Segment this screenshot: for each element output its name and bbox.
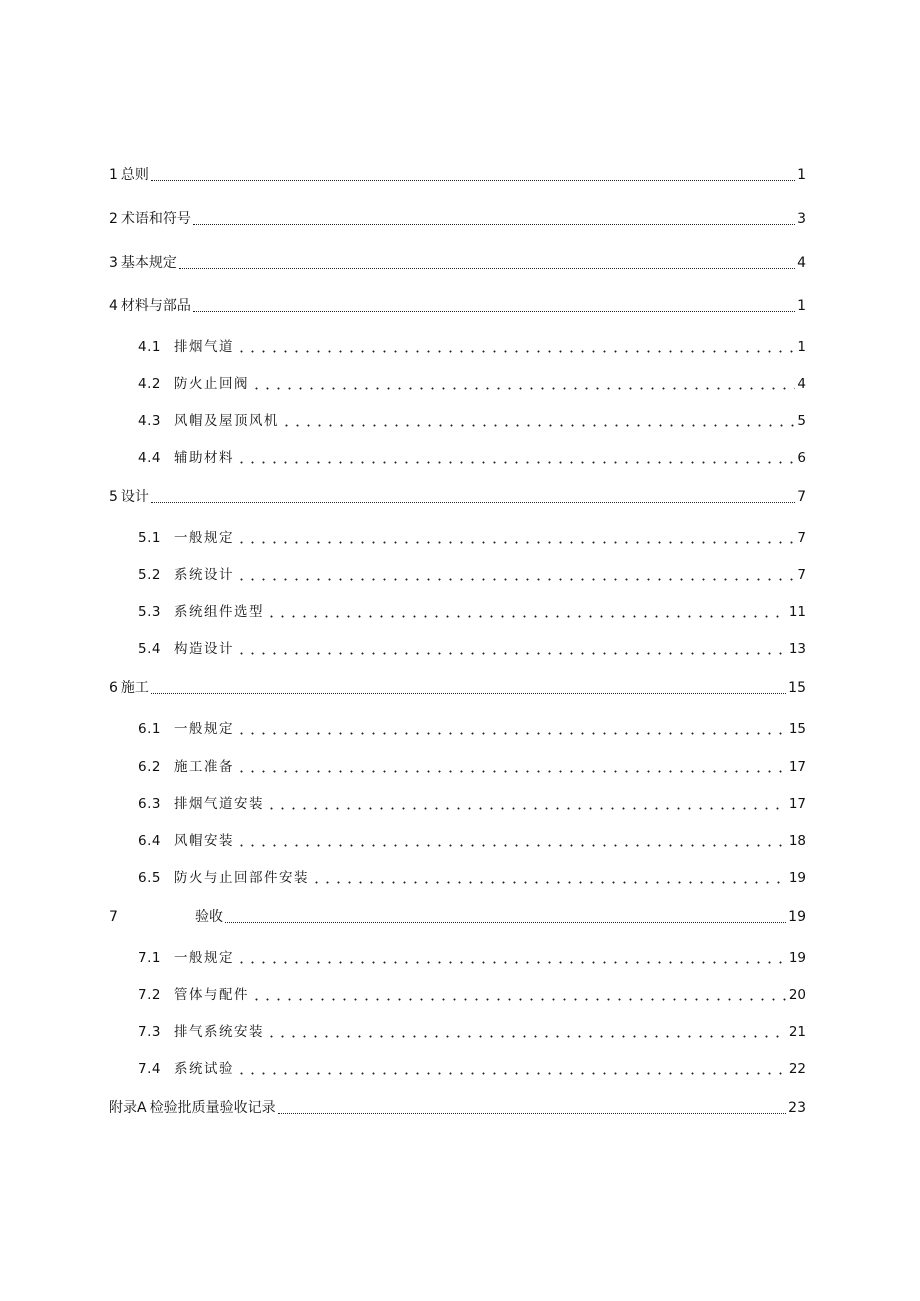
toc-entry-appendix-a[interactable] [109, 1097, 806, 1119]
toc-entry-number: 3 [109, 255, 118, 271]
toc-dot-leader [236, 732, 787, 735]
toc-entry-label [109, 295, 191, 315]
toc-entry-page: 1 [797, 339, 806, 355]
toc-dot-leader [151, 692, 786, 694]
toc-entry-title: 排烟气道安装 [174, 796, 264, 812]
toc-entry-label [138, 563, 234, 583]
toc-dot-leader [266, 807, 787, 810]
toc-entry-page: 7 [797, 530, 806, 546]
toc-entry-number: 7 [109, 909, 118, 925]
toc-entry-page: 21 [788, 1024, 806, 1040]
toc-entry-section-5-2[interactable] [138, 563, 806, 585]
toc-entry-title: 一般规定 [174, 950, 234, 966]
toc-entry-number: 6 [109, 680, 118, 696]
toc-entry-label [138, 792, 264, 812]
toc-entry-section-7-3[interactable] [138, 1020, 806, 1042]
toc-dot-leader [251, 998, 787, 1001]
toc-entry-number: 6.2 [138, 759, 161, 775]
toc-dot-leader [236, 844, 787, 847]
toc-entry-page: 22 [788, 1061, 806, 1077]
toc-dot-leader [236, 541, 795, 544]
toc-entry-label [138, 717, 234, 737]
toc-entry-title: 验收 [195, 909, 223, 925]
toc-entry-number: 7.4 [138, 1061, 161, 1077]
toc-entry-label [138, 637, 234, 657]
toc-entry-label [109, 1097, 276, 1117]
toc-entry-chapter-5[interactable] [109, 486, 806, 508]
toc-dot-leader [193, 223, 795, 225]
toc-entry-title: 施工 [120, 680, 149, 696]
toc-entry-page: 19 [788, 909, 806, 925]
toc-entry-label [109, 252, 177, 272]
toc-entry-title: 系统设计 [174, 567, 234, 583]
toc-entry-section-6-3[interactable] [138, 792, 806, 814]
toc-entry-label [109, 486, 149, 506]
toc-entry-label [138, 446, 234, 466]
toc-entry-number: 7.2 [138, 987, 161, 1003]
toc-entry-label [138, 372, 249, 392]
toc-entry-label [138, 600, 264, 620]
toc-dot-leader [311, 881, 787, 884]
toc-entry-title: 术语和符号 [120, 211, 191, 227]
toc-entry-chapter-7[interactable] [109, 906, 806, 928]
toc-entry-number: 5.4 [138, 641, 161, 657]
toc-entry-page: 7 [797, 567, 806, 583]
toc-entry-section-4-4[interactable] [138, 446, 806, 468]
toc-entry-page: 7 [797, 489, 806, 505]
toc-dot-leader [225, 921, 786, 923]
toc-dot-leader [151, 179, 795, 181]
toc-entry-label [138, 409, 279, 429]
toc-entry-title: 一般规定 [174, 721, 234, 737]
toc-entry-section-4-3[interactable] [138, 409, 806, 431]
toc-entry-page: 19 [788, 870, 806, 886]
toc-entry-title: 构造设计 [174, 641, 234, 657]
toc-entry-page: 3 [797, 211, 806, 227]
toc-dot-leader [193, 310, 795, 312]
toc-entry-section-6-1[interactable] [138, 717, 806, 739]
toc-entry-section-6-2[interactable] [138, 755, 806, 777]
toc-entry-title: 系统试验 [174, 1061, 234, 1077]
toc-entry-number: 6.5 [138, 870, 161, 886]
toc-entry-number: 6.3 [138, 796, 161, 812]
toc-entry-label [138, 335, 234, 355]
toc-entry-chapter-1[interactable] [109, 164, 806, 186]
toc-dot-leader [236, 461, 795, 464]
toc-entry-title: 风帽及屋顶风机 [174, 413, 279, 429]
toc-entry-number: 4.1 [138, 339, 161, 355]
toc-entry-title: 基本规定 [120, 255, 177, 271]
toc-entry-section-5-4[interactable] [138, 637, 806, 659]
toc-dot-leader [236, 961, 787, 964]
toc-entry-title: 施工准备 [174, 759, 234, 775]
toc-entry-title: 防火与止回部件安装 [174, 870, 309, 886]
toc-entry-page: 18 [788, 833, 806, 849]
toc-entry-section-5-1[interactable] [138, 526, 806, 548]
toc-entry-section-7-2[interactable] [138, 983, 806, 1005]
toc-entry-label [138, 866, 309, 886]
toc-entry-title: 检验批质量验收记录 [149, 1100, 276, 1116]
toc-entry-chapter-4[interactable] [109, 295, 806, 317]
toc-entry-label [138, 755, 234, 775]
toc-entry-section-6-5[interactable] [138, 866, 806, 888]
toc-entry-page: 5 [797, 413, 806, 429]
toc-entry-page: 20 [788, 987, 806, 1003]
toc-entry-title: 管体与配件 [174, 987, 249, 1003]
toc-entry-label [138, 946, 234, 966]
toc-entry-chapter-6[interactable] [109, 677, 806, 699]
toc-dot-leader [236, 1072, 787, 1075]
toc-entry-page: 4 [797, 376, 806, 392]
toc-entry-number: 5 [109, 489, 118, 505]
toc-dot-leader [266, 615, 787, 618]
toc-entry-page: 19 [788, 950, 806, 966]
toc-dot-leader [236, 652, 787, 655]
toc-entry-title: 材料与部品 [120, 298, 191, 314]
toc-entry-page: 17 [788, 796, 806, 812]
toc-dot-leader [281, 424, 795, 427]
toc-entry-page: 6 [797, 450, 806, 466]
toc-dot-leader [236, 350, 795, 353]
toc-entry-title: 总则 [120, 167, 149, 183]
toc-entry-label [138, 983, 249, 1003]
toc-entry-section-7-1[interactable] [138, 946, 806, 968]
toc-entry-section-7-4[interactable] [138, 1057, 806, 1079]
toc-entry-title: 排烟气道 [174, 339, 234, 355]
toc-entry-title: 防火止回阀 [174, 376, 249, 392]
toc-entry-page: 13 [788, 641, 806, 657]
toc-entry-title: 排气系统安装 [174, 1024, 264, 1040]
toc-entry-number: 6.1 [138, 721, 161, 737]
toc-entry-label [138, 526, 234, 546]
toc-entry-title: 风帽安装 [174, 833, 234, 849]
toc-entry-page: 15 [788, 680, 806, 696]
toc-entry-label [138, 1020, 264, 1040]
toc-entry-page: 11 [788, 604, 806, 620]
toc-entry-title: 辅助材料 [174, 450, 234, 466]
toc-entry-title: 设计 [120, 489, 149, 505]
toc-entry-label [109, 906, 223, 926]
toc-entry-number: 4 [109, 298, 118, 314]
toc-entry-number: 7.3 [138, 1024, 161, 1040]
toc-entry-number: 附录A [109, 1100, 147, 1116]
toc-entry-number: 4.4 [138, 450, 161, 466]
toc-entry-page: 15 [788, 721, 806, 737]
toc-entry-title: 一般规定 [174, 530, 234, 546]
toc-dot-leader [179, 267, 795, 269]
toc-entry-title: 系统组件选型 [174, 604, 264, 620]
toc-entry-number: 7.1 [138, 950, 161, 966]
toc-dot-leader [251, 387, 795, 390]
toc-entry-number: 6.4 [138, 833, 161, 849]
toc-entry-section-5-3[interactable] [138, 600, 806, 622]
toc-entry-label [138, 1057, 234, 1077]
toc-entry-section-4-2[interactable] [138, 372, 806, 394]
toc-entry-chapter-3[interactable] [109, 252, 806, 274]
toc-entry-label [109, 208, 191, 228]
toc-entry-page: 1 [797, 298, 806, 314]
toc-entry-number: 4.3 [138, 413, 161, 429]
toc-entry-label [109, 164, 149, 184]
toc-entry-page: 23 [788, 1100, 806, 1116]
toc-dot-leader [236, 578, 795, 581]
toc-dot-leader [266, 1035, 787, 1038]
toc-entry-number: 5.1 [138, 530, 161, 546]
toc-entry-number: 5.2 [138, 567, 161, 583]
toc-entry-page: 4 [797, 255, 806, 271]
toc-entry-number: 4.2 [138, 376, 161, 392]
toc-entry-label [138, 829, 234, 849]
toc-entry-section-6-4[interactable] [138, 829, 806, 851]
toc-entry-label [109, 677, 149, 697]
toc-dot-leader [236, 770, 787, 773]
toc-entry-number: 5.3 [138, 604, 161, 620]
toc-entry-section-4-1[interactable] [138, 335, 806, 357]
toc-entry-number: 1 [109, 167, 118, 183]
toc-entry-chapter-2[interactable] [109, 208, 806, 230]
toc-entry-number: 2 [109, 211, 118, 227]
toc-dot-leader [151, 501, 795, 503]
toc-entry-page: 17 [788, 759, 806, 775]
toc-dot-leader [278, 1112, 787, 1114]
toc-entry-page: 1 [797, 167, 806, 183]
